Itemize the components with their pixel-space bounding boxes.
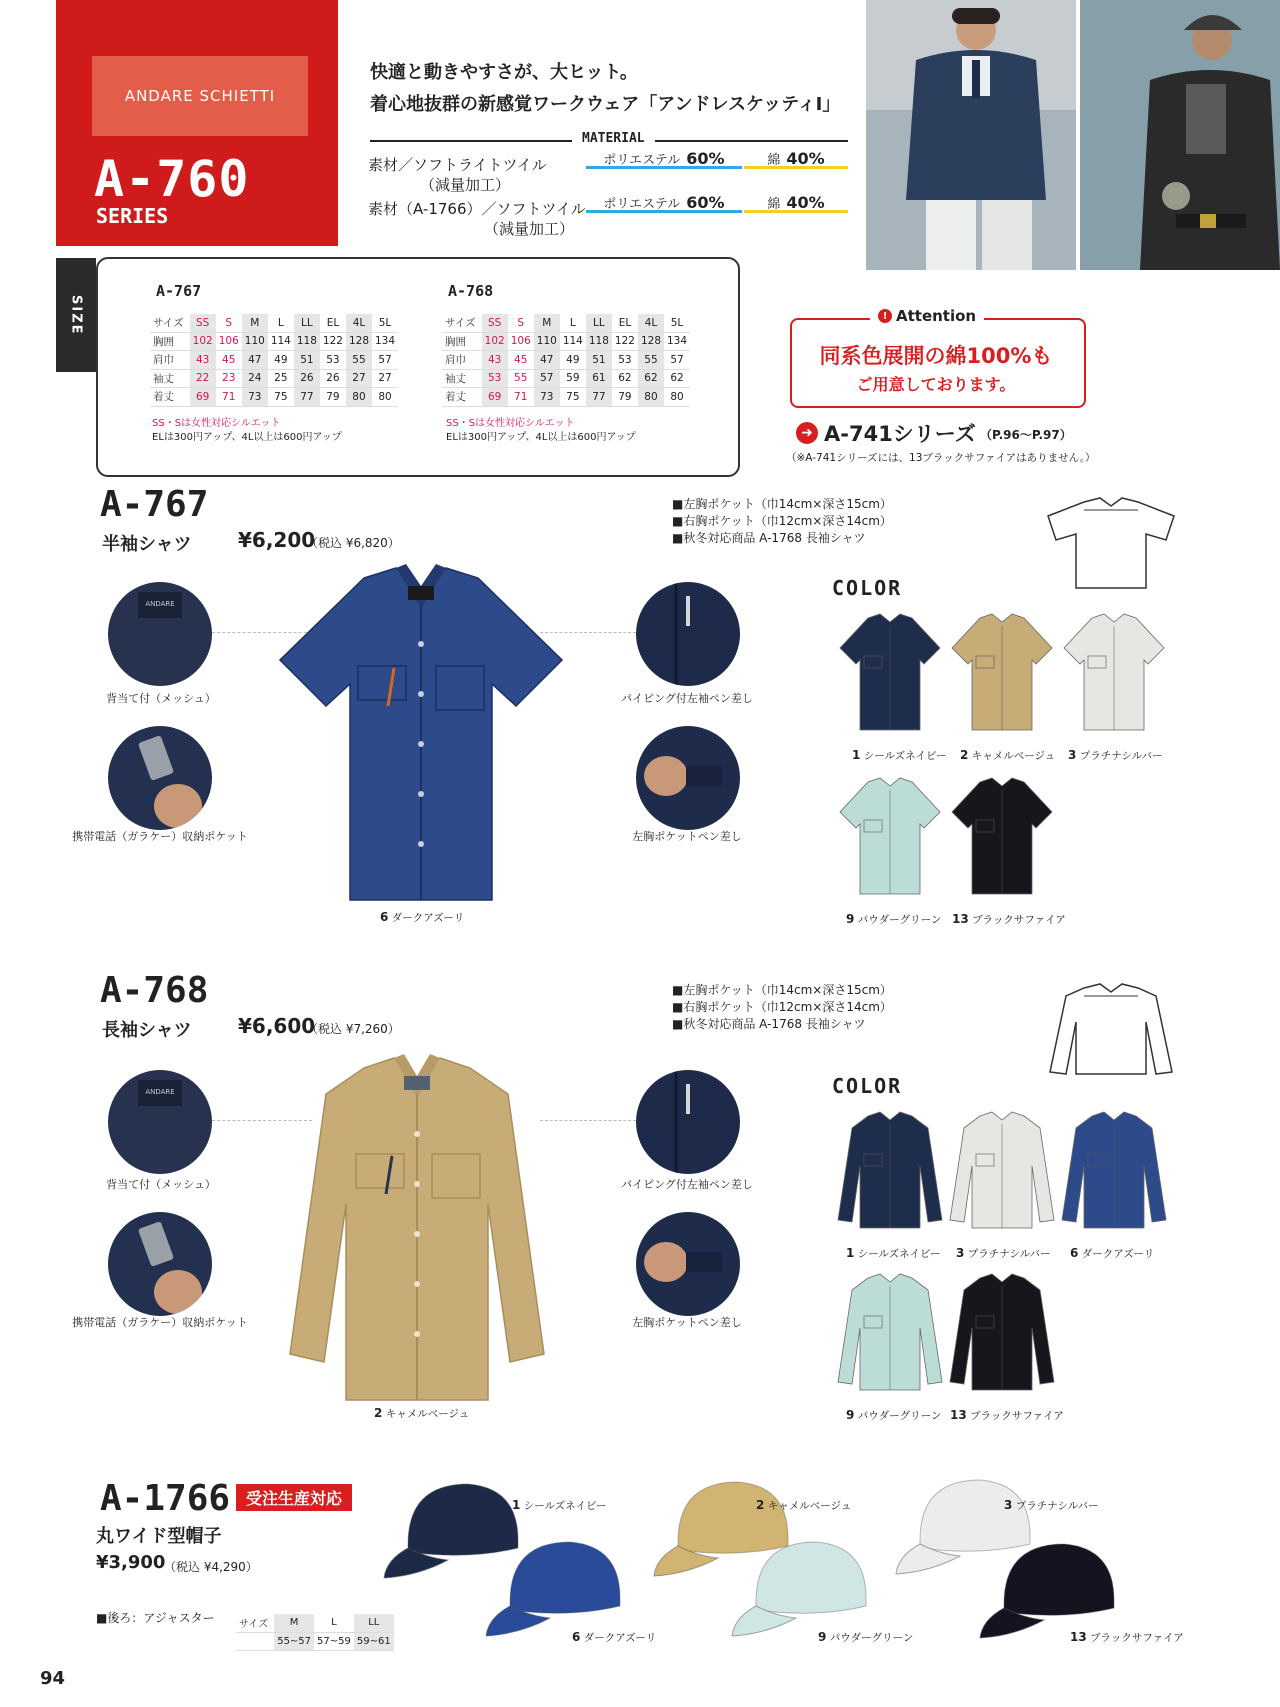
feature-item: ■右胸ポケット（巾12cm×深さ14cm） bbox=[672, 1000, 892, 1014]
size-value-cell: 73 bbox=[534, 388, 560, 407]
cap-size-table bbox=[236, 1614, 394, 1651]
color-swatch[interactable] bbox=[948, 776, 1056, 900]
color-name: パウダーグリーン bbox=[857, 914, 942, 926]
product-code-a768: A-768 bbox=[100, 970, 209, 1011]
color-number: 3 bbox=[956, 1246, 965, 1260]
detail-mesh-back bbox=[108, 582, 212, 686]
size-value-cell: 27 bbox=[372, 369, 398, 388]
feature-item: ■左胸ポケット（巾14cm×深さ15cm） bbox=[672, 983, 892, 997]
flat-sketch-a768 bbox=[1044, 982, 1178, 1080]
arrow-right-icon: ➜ bbox=[796, 422, 818, 444]
size-value-cell: 110 bbox=[534, 332, 560, 351]
color-swatch[interactable] bbox=[836, 1272, 944, 1396]
size-value-cell: 45 bbox=[216, 351, 242, 370]
detail-caption: パイピング付左袖ペン差し bbox=[621, 1178, 753, 1191]
product-tax-price-a768: （税込 ¥7,260） bbox=[306, 1022, 400, 1036]
material-2-note: （減量加工） bbox=[484, 220, 575, 238]
main-color-label-a768: 2 キャメルベージュ bbox=[374, 1406, 470, 1420]
size-value-cell: 80 bbox=[372, 388, 398, 407]
model-photo-2 bbox=[1080, 0, 1280, 270]
color-label bbox=[852, 748, 947, 763]
series-code: A-760 bbox=[94, 150, 250, 208]
color-number: 9 bbox=[846, 912, 855, 926]
color-title-a767: COLOR bbox=[832, 576, 903, 600]
color-swatch[interactable] bbox=[948, 1272, 1056, 1396]
size-value-cell: 胸囲 bbox=[442, 332, 482, 351]
size-value-cell: 43 bbox=[482, 351, 508, 370]
size-value-cell: 61 bbox=[586, 369, 612, 388]
size-value-cell: 128 bbox=[346, 332, 372, 351]
size-value-cell: 106 bbox=[508, 332, 534, 351]
size-note-female-a768: SS・Sは女性対応シルエット bbox=[446, 418, 575, 429]
color-label bbox=[950, 1408, 1064, 1423]
product-price-a768: ¥6,600 bbox=[238, 1014, 316, 1038]
size-value-cell: 22 bbox=[190, 369, 216, 388]
size-value-cell: 57 bbox=[372, 351, 398, 370]
size-value-cell: 53 bbox=[320, 351, 346, 370]
color-name: プラチナシルバー bbox=[967, 1248, 1051, 1260]
color-name: パウダーグリーン bbox=[857, 1410, 942, 1422]
cap-color-label bbox=[1070, 1630, 1184, 1645]
material-title: MATERIAL bbox=[572, 131, 655, 146]
size-note-price-a767: ELは300円アップ、4L以上は600円アップ bbox=[152, 432, 342, 443]
size-value-cell: 57 bbox=[664, 351, 690, 370]
cap-color-label bbox=[756, 1498, 851, 1513]
size-value-cell: 114 bbox=[560, 332, 586, 351]
main-image-a768 bbox=[282, 1054, 552, 1408]
size-value-cell: 49 bbox=[268, 351, 294, 370]
size-value-cell: 43 bbox=[190, 351, 216, 370]
cap-color-swatch[interactable] bbox=[480, 1532, 630, 1646]
size-header-cell: 4L bbox=[638, 314, 664, 332]
size-value-cell: 59 bbox=[560, 369, 586, 388]
size-model-a768: A-768 bbox=[448, 282, 494, 300]
size-value-cell: 55 bbox=[638, 351, 664, 370]
size-value-cell: 134 bbox=[664, 332, 690, 351]
product-code-a1766: A-1766 bbox=[100, 1478, 231, 1519]
svg-text:ANDARE: ANDARE bbox=[145, 1088, 175, 1096]
size-header-cell: S bbox=[508, 314, 534, 332]
material-2-cotton: 綿 40% bbox=[744, 194, 848, 213]
material-2-polyester: ポリエステル 60% bbox=[586, 194, 742, 213]
model-photo-1 bbox=[866, 0, 1076, 270]
detail-chest-pen bbox=[636, 1212, 740, 1316]
size-value-cell: 袖丈 bbox=[442, 369, 482, 388]
color-number: 6 bbox=[572, 1630, 581, 1644]
cap-size-value: 57~59 bbox=[314, 1632, 354, 1651]
color-number: 2 bbox=[756, 1498, 765, 1512]
cap-color-label bbox=[512, 1498, 607, 1513]
size-value-cell: 袖丈 bbox=[150, 369, 190, 388]
size-value-cell: 47 bbox=[534, 351, 560, 370]
size-value-cell: 80 bbox=[664, 388, 690, 407]
feature-item: ■右胸ポケット（巾12cm×深さ14cm） bbox=[672, 514, 892, 528]
product-price-a767: ¥6,200 bbox=[238, 528, 316, 552]
detail-caption: 左胸ポケットペン差し bbox=[632, 830, 742, 843]
color-number: 1 bbox=[846, 1246, 855, 1260]
feature-item: ■秋冬対応商品 A-1768 長袖シャツ bbox=[672, 531, 866, 545]
size-value-cell: 肩巾 bbox=[150, 351, 190, 370]
size-value-cell: 69 bbox=[190, 388, 216, 407]
size-header-cell: M bbox=[242, 314, 268, 332]
color-swatch[interactable] bbox=[1060, 1110, 1168, 1234]
size-value-cell: 79 bbox=[320, 388, 346, 407]
size-value-cell: 47 bbox=[242, 351, 268, 370]
detail-sleeve-pen bbox=[636, 582, 740, 686]
size-value-cell: 62 bbox=[638, 369, 664, 388]
color-label bbox=[846, 1246, 941, 1261]
color-number: 9 bbox=[846, 1408, 855, 1422]
size-value-cell: 55 bbox=[508, 369, 534, 388]
color-name: プラチナシルバー bbox=[1015, 1500, 1099, 1512]
color-label bbox=[956, 1246, 1051, 1261]
detail-caption: 携帯電話（ガラケー）収納ポケット bbox=[72, 830, 248, 843]
size-value-cell: 62 bbox=[612, 369, 638, 388]
color-title-a768: COLOR bbox=[832, 1074, 903, 1098]
size-value-cell: 25 bbox=[268, 369, 294, 388]
tagline-line-1: 快適と動きやすさが、大ヒット。 bbox=[370, 62, 638, 83]
detail-phone-pocket bbox=[108, 1212, 212, 1316]
size-value-cell: 着丈 bbox=[150, 388, 190, 407]
made-to-order-badge: 受注生産対応 bbox=[236, 1484, 352, 1511]
detail-mesh-back bbox=[108, 1070, 212, 1174]
color-label bbox=[1068, 748, 1163, 763]
size-table-a768 bbox=[442, 314, 690, 407]
cap-color-swatch[interactable] bbox=[726, 1532, 876, 1646]
color-label bbox=[1070, 1246, 1154, 1261]
product-name-a1766: 丸ワイド型帽子 bbox=[96, 1526, 222, 1547]
cap-size-header: M bbox=[274, 1614, 314, 1632]
cap-color-label bbox=[572, 1630, 656, 1645]
features-a767 bbox=[672, 496, 892, 547]
size-value-cell: 51 bbox=[294, 351, 320, 370]
size-tab: SIZE bbox=[56, 258, 96, 372]
brand-logo: ANDARE SCHIETTI bbox=[92, 56, 308, 136]
attention-line-1: 同系色展開の綿100%も bbox=[819, 344, 1053, 368]
color-name: シールズネイビー bbox=[857, 1248, 941, 1260]
size-value-cell: 122 bbox=[320, 332, 346, 351]
color-number: 1 bbox=[512, 1498, 521, 1512]
size-value-cell: 71 bbox=[216, 388, 242, 407]
size-header-cell: 4L bbox=[346, 314, 372, 332]
size-header-cell: L bbox=[268, 314, 294, 332]
material-1-polyester: ポリエステル 60% bbox=[586, 150, 742, 169]
size-value-cell: 55 bbox=[346, 351, 372, 370]
detail-sleeve-pen bbox=[636, 1070, 740, 1174]
color-swatch[interactable] bbox=[1060, 612, 1168, 736]
reference-pages: （P.96～P.97） bbox=[980, 428, 1072, 442]
size-header-cell: サイズ bbox=[442, 314, 482, 332]
main-color-label-a767: 6 ダークアズーリ bbox=[380, 910, 465, 924]
size-value-cell: 51 bbox=[586, 351, 612, 370]
size-note-price-a768: ELは300円アップ、4L以上は600円アップ bbox=[446, 432, 636, 443]
material-1-cotton: 綿 40% bbox=[744, 150, 848, 169]
color-number: 9 bbox=[818, 1630, 827, 1644]
size-value-cell: 118 bbox=[586, 332, 612, 351]
size-value-cell: 75 bbox=[560, 388, 586, 407]
color-number: 3 bbox=[1068, 748, 1077, 762]
size-header-cell: 5L bbox=[664, 314, 690, 332]
color-label bbox=[960, 748, 1055, 763]
size-value-cell: 45 bbox=[508, 351, 534, 370]
reference-series[interactable]: A-741シリーズ bbox=[824, 422, 976, 446]
detail-chest-pen bbox=[636, 726, 740, 830]
size-value-cell: 106 bbox=[216, 332, 242, 351]
size-value-cell: 80 bbox=[638, 388, 664, 407]
product-code-a767: A-767 bbox=[100, 484, 209, 525]
size-value-cell: 134 bbox=[372, 332, 398, 351]
product-tax-price-a767: （税込 ¥6,820） bbox=[306, 536, 400, 550]
detail-caption: 左胸ポケットペン差し bbox=[632, 1316, 742, 1329]
size-value-cell: 75 bbox=[268, 388, 294, 407]
main-image-a767 bbox=[276, 564, 566, 908]
cap-size-value: 55~57 bbox=[274, 1632, 314, 1651]
size-header-cell: EL bbox=[612, 314, 638, 332]
features-a768 bbox=[672, 982, 892, 1033]
size-header-cell: M bbox=[534, 314, 560, 332]
feature-item: ■秋冬対応商品 A-1768 長袖シャツ bbox=[672, 1017, 866, 1031]
color-name: ブラックサファイア bbox=[1090, 1632, 1184, 1644]
size-value-cell: 102 bbox=[482, 332, 508, 351]
size-value-cell: 62 bbox=[664, 369, 690, 388]
color-number: 6 bbox=[1070, 1246, 1079, 1260]
color-name: キャメルベージュ bbox=[971, 750, 1056, 762]
material-1-name: 素材／ソフトライトツイル bbox=[368, 156, 547, 174]
size-value-cell: 26 bbox=[320, 369, 346, 388]
reference-note: （※A-741シリーズには、13ブラックサファイアはありません。） bbox=[786, 452, 1096, 464]
flat-sketch-a767 bbox=[1044, 496, 1178, 594]
cap-size-header: L bbox=[314, 1614, 354, 1632]
color-name: ブラックサファイア bbox=[970, 1410, 1064, 1422]
color-number: 13 bbox=[950, 1408, 967, 1422]
size-header-cell: EL bbox=[320, 314, 346, 332]
size-value-cell: 102 bbox=[190, 332, 216, 351]
color-name: ブラックサファイア bbox=[972, 914, 1066, 926]
size-value-cell: 128 bbox=[638, 332, 664, 351]
size-value-cell: 77 bbox=[294, 388, 320, 407]
size-header-cell: SS bbox=[482, 314, 508, 332]
size-value-cell: 110 bbox=[242, 332, 268, 351]
cap-color-label bbox=[818, 1630, 913, 1645]
feature-item: ■左胸ポケット（巾14cm×深さ15cm） bbox=[672, 497, 892, 511]
color-swatch[interactable] bbox=[948, 1110, 1056, 1234]
color-number: 13 bbox=[952, 912, 969, 926]
size-value-cell: 着丈 bbox=[442, 388, 482, 407]
size-value-cell: 71 bbox=[508, 388, 534, 407]
size-value-cell: 胸囲 bbox=[150, 332, 190, 351]
detail-caption: 背当て付（メッシュ） bbox=[106, 1178, 216, 1191]
detail-caption: 携帯電話（ガラケー）収納ポケット bbox=[72, 1316, 248, 1329]
cap-size-header: LL bbox=[354, 1614, 394, 1632]
size-value-cell: 73 bbox=[242, 388, 268, 407]
color-number: 3 bbox=[1004, 1498, 1013, 1512]
detail-caption: パイピング付左袖ペン差し bbox=[621, 692, 753, 705]
color-swatch[interactable] bbox=[836, 612, 944, 736]
color-name: キャメルベージュ bbox=[767, 1500, 852, 1512]
size-note-female-a767: SS・Sは女性対応シルエット bbox=[152, 418, 281, 429]
size-header-cell: L bbox=[560, 314, 586, 332]
size-value-cell: 69 bbox=[482, 388, 508, 407]
size-header-cell: S bbox=[216, 314, 242, 332]
attention-label: ! Attention bbox=[870, 307, 984, 325]
size-header-cell: LL bbox=[294, 314, 320, 332]
color-swatch[interactable] bbox=[836, 776, 944, 900]
size-value-cell: 77 bbox=[586, 388, 612, 407]
color-swatch[interactable] bbox=[948, 612, 1056, 736]
color-label bbox=[846, 1408, 941, 1423]
color-name: シールズネイビー bbox=[863, 750, 947, 762]
product-name-a767: 半袖シャツ bbox=[102, 534, 192, 555]
series-subtitle: SERIES bbox=[96, 204, 169, 228]
color-name: ダークアズーリ bbox=[1081, 1248, 1155, 1260]
color-name: ダークアズーリ bbox=[583, 1632, 657, 1644]
size-value-cell: 26 bbox=[294, 369, 320, 388]
product-name-a768: 長袖シャツ bbox=[102, 1020, 192, 1041]
color-swatch[interactable] bbox=[836, 1110, 944, 1234]
alert-icon: ! bbox=[878, 309, 892, 323]
size-table-a767 bbox=[150, 314, 398, 407]
cap-size-header: サイズ bbox=[236, 1614, 274, 1632]
size-value-cell: 53 bbox=[612, 351, 638, 370]
size-value-cell: 118 bbox=[294, 332, 320, 351]
callout-line bbox=[540, 1120, 636, 1121]
size-value-cell: 79 bbox=[612, 388, 638, 407]
size-header-cell: 5L bbox=[372, 314, 398, 332]
color-label bbox=[846, 912, 941, 927]
color-number: 2 bbox=[960, 748, 969, 762]
color-name: プラチナシルバー bbox=[1079, 750, 1163, 762]
color-name: シールズネイビー bbox=[523, 1500, 607, 1512]
size-value-cell: 49 bbox=[560, 351, 586, 370]
size-value-cell: 53 bbox=[482, 369, 508, 388]
color-number: 13 bbox=[1070, 1630, 1087, 1644]
cap-size-value: 59~61 bbox=[354, 1632, 394, 1651]
size-model-a767: A-767 bbox=[156, 282, 202, 300]
size-header-cell: SS bbox=[190, 314, 216, 332]
color-name: パウダーグリーン bbox=[829, 1632, 914, 1644]
color-label bbox=[952, 912, 1066, 927]
product-tax-price-a1766: （税込 ¥4,290） bbox=[164, 1560, 258, 1574]
detail-caption: 背当て付（メッシュ） bbox=[106, 692, 216, 705]
product-price-a1766: ¥3,900 bbox=[96, 1552, 166, 1573]
size-value-cell: 114 bbox=[268, 332, 294, 351]
detail-phone-pocket bbox=[108, 726, 212, 830]
cap-adjuster-note: ■後ろ：アジャスター bbox=[96, 1611, 215, 1625]
size-value-cell: 80 bbox=[346, 388, 372, 407]
tagline-line-2: 着心地抜群の新感覚ワークウェア「アンドレスケッティⅠ」 bbox=[370, 94, 841, 115]
size-value-cell: 肩巾 bbox=[442, 351, 482, 370]
attention-line-2: ご用意しております。 bbox=[856, 375, 1016, 394]
size-value-cell: 24 bbox=[242, 369, 268, 388]
color-number: 1 bbox=[852, 748, 861, 762]
size-header-cell: LL bbox=[586, 314, 612, 332]
material-2-name: 素材（A-1766）／ソフトツイル bbox=[368, 200, 586, 218]
page-number: 94 bbox=[40, 1668, 66, 1689]
size-value-cell: 23 bbox=[216, 369, 242, 388]
cap-color-label bbox=[1004, 1498, 1099, 1513]
svg-text:ANDARE: ANDARE bbox=[145, 600, 175, 608]
size-value-cell: 27 bbox=[346, 369, 372, 388]
size-value-cell: 57 bbox=[534, 369, 560, 388]
material-1-note: （減量加工） bbox=[420, 176, 511, 194]
size-value-cell: 122 bbox=[612, 332, 638, 351]
size-header-cell: サイズ bbox=[150, 314, 190, 332]
